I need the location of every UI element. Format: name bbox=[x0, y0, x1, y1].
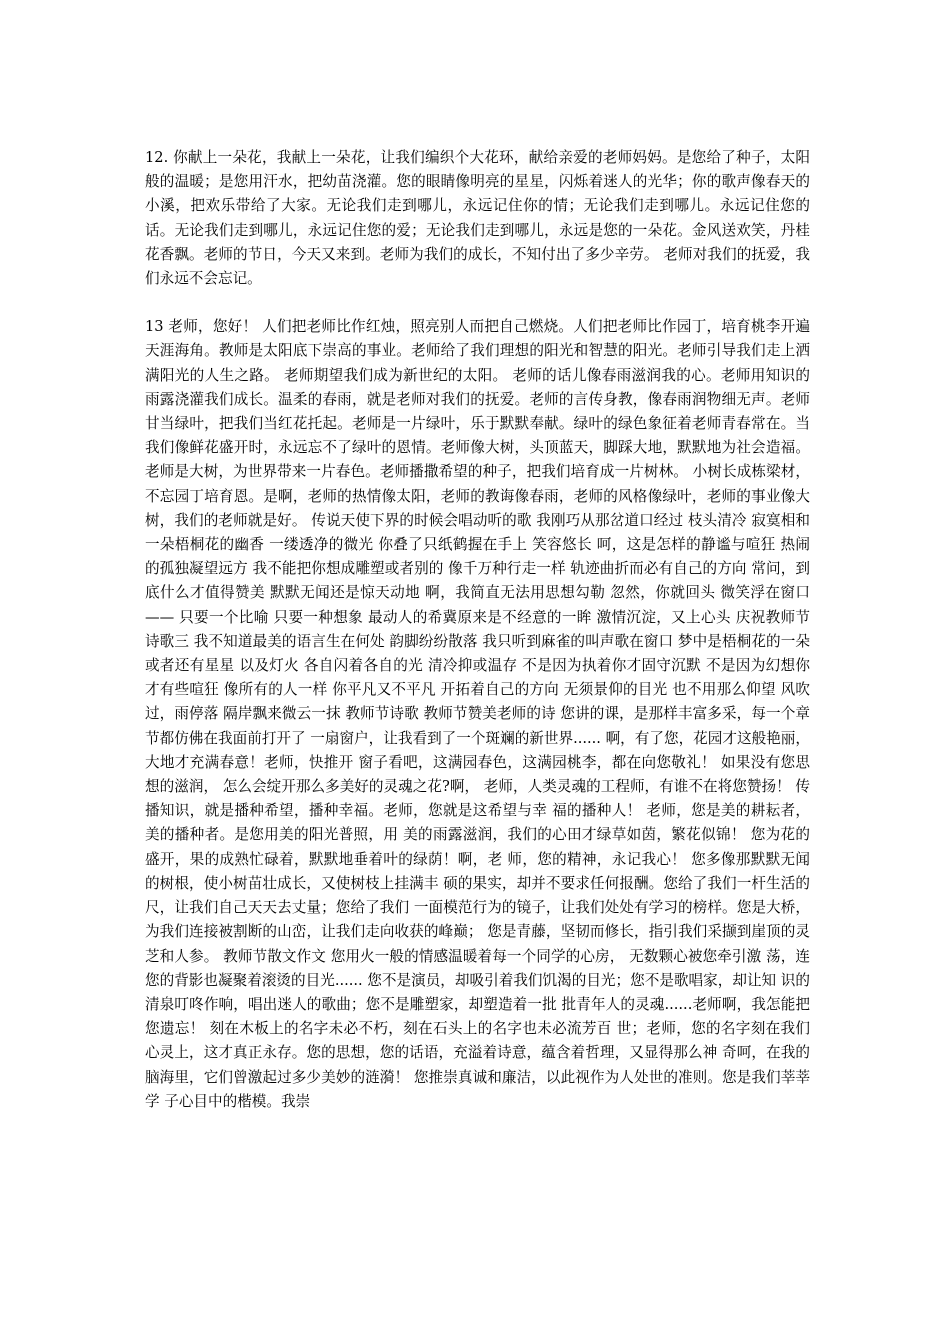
paragraph-13: 13 老师，您好！ 人们把老师比作红烛，照亮别人而把自己燃烧。人们把老师比作园丁，培育桃李开遍天涯海角。教师是太阳底下崇高的事业。老师给了我们理想的阳光和智慧的阳光。老师引导我们走上洒满阳光的人生之路。 老师期望我们成为新世纪的太阳。 老师的话儿像春雨滋润我的心。老师用知识的雨露浇灌我们成长。温柔的春雨，就是老师对我们的抚爱。老师的言传身教，像春雨润物细无声。老师甘当绿叶，把我们当红花托起。老师是一片绿叶，乐于默默奉献。绿叶的绿色象征着老师青春常在。当我们像鲜花盛开时，永远忘不了绿叶的恩情。老师像大树，头顶蓝天，脚踩大地，默默地为社会造福。老师是大树，为世界带来一片春色。老师播撒希望的种子，把我们培育成一片树林。 小树长成栋梁材，不忘园丁培育恩。是啊，老师的热情像太阳，老师的教诲像春雨，老师的风格像绿叶，老师的事业像大树，我们的老师就是好。 传说天使下界的时候会唱动听的歌 我刚巧从那岔道口经过 枝头清冷 寂寞相和 一朵梧桐花的幽香 一缕透净的微光 你叠了只纸鹤握在手上 笑容悠长 呵，这是怎样的静谧与喧狂 热闹的孤独凝望远方 我不能把你想成雕塑或者别的 像千万种行走一样 轨迹曲折而必有自己的方向 常问，到底什么才值得赞美 默默无闻还是惊天动地 啊，我简直无法用思想勾勒 忽然，你就回头 微笑浮在窗口 —— 只要一个比喻 只要一种想象 最动人的希冀原来是不经意的一眸 激情沉淀，又上心头 庆祝教师节诗歌三 我不知道最美的语言生在何处 韵脚纷纷散落 我只听到麻雀的叫声歌在窗口 梦中是梧桐花的一朵 或者还有星星 以及灯火 各自闪着各自的光 清冷抑或温存 不是因为执着你才固守沉默 不是因为幻想你才有些喧狂 像所有的人一样 你平凡又不平凡 开拓着自己的方向 无须景仰的目光 也不用那么仰望 风吹过，雨停落 隔岸飘来微云一抹 教师节诗歌 教师节赞美老师的诗 您讲的课，是那样丰富多采，每一个章节都仿佛在我面前打开了 一扇窗户，让我看到了一个斑斓的新世界...... 啊，有了您，花园才这般艳丽，大地才充满春意！老师，快推开 窗子看吧，这满园春色，这满园桃李，都在向您敬礼！ 如果没有您思想的滋润， 怎么会绽开那么多美好的灵魂之花?啊， 老师，人类灵魂的工程师，有谁不在将您赞扬！ 传播知识，就是播种希望，播种幸福。老师，您就是这希望与幸 福的播种人！ 老师，您是美的耕耘者，美的播种者。是您用美的阳光普照，用 美的雨露滋润，我们的心田才绿草如茵，繁花似锦！ 您为花的盛开，果的成熟忙碌着，默默地垂着叶的绿荫！啊，老 师，您的精神，永记我心！ 您多像那默默无闻的树根，使小树苗壮成长，又使树枝上挂满丰 硕的果实，却并不要求任何报酬。您给了我们一杆生活的尺，让我们自己天天去丈量；您给了我们 一面模范行为的镜子，让我们处处有学习的榜样。您是大桥，为我们连接被割断的山峦，让我们走向收获的峰巅； 您是青藤，坚韧而修长，指引我们采撷到崖顶的灵芝和人参。 教师节散文作文 您用火一般的情感温暖着每一个同学的心房， 无数颗心被您牵引激 荡，连您的背影也凝聚着滚烫的目光...... 您不是演员，却吸引着我们饥渴的目光；您不是歌唱家，却让知 识的清泉叮咚作响，唱出迷人的歌曲；您不是雕塑家，却塑造着一批 批青年人的灵魂......老师啊，我怎能把您遗忘！ 刻在木板上的名字未必不朽，刻在石头上的名字也未必流芳百 世；老师，您的名字刻在我们心灵上，这才真正永存。您的思想，您的话语，充溢着诗意，蕴含着哲理，又显得那么神 奇呵，在我的脑海里，它们曾激起过多少美妙的涟漪！ 您推崇真诚和廉洁，以此视作为人处世的准则。您是我们莘莘学 子心目中的楷模。我崇 bbox=[145, 318, 810, 1110]
paragraph-spacer bbox=[145, 291, 810, 315]
document-body bbox=[145, 146, 810, 1114]
paragraph-12: 12. 你献上一朵花，我献上一朵花，让我们编织个大花环，献给亲爱的老师妈妈。是您给了种子，太阳般的温暖；是您用汗水，把幼苗浇灌。您的眼睛像明亮的星星，闪烁着迷人的光华；你的歌声像春天的小溪，把欢乐带给了大家。无论我们走到哪儿，永远记住你的情；无论我们走到哪儿。永远记住您的话。无论我们走到哪儿，永远记住您的爱；无论我们走到哪儿，永远是您的一朵花。金风送欢笑，丹桂花香飘。老师的节日，今天又来到。老师为我们的成长，不知付出了多少辛劳。 老师对我们的抚爱，我们永远不会忘记。 bbox=[145, 149, 810, 288]
